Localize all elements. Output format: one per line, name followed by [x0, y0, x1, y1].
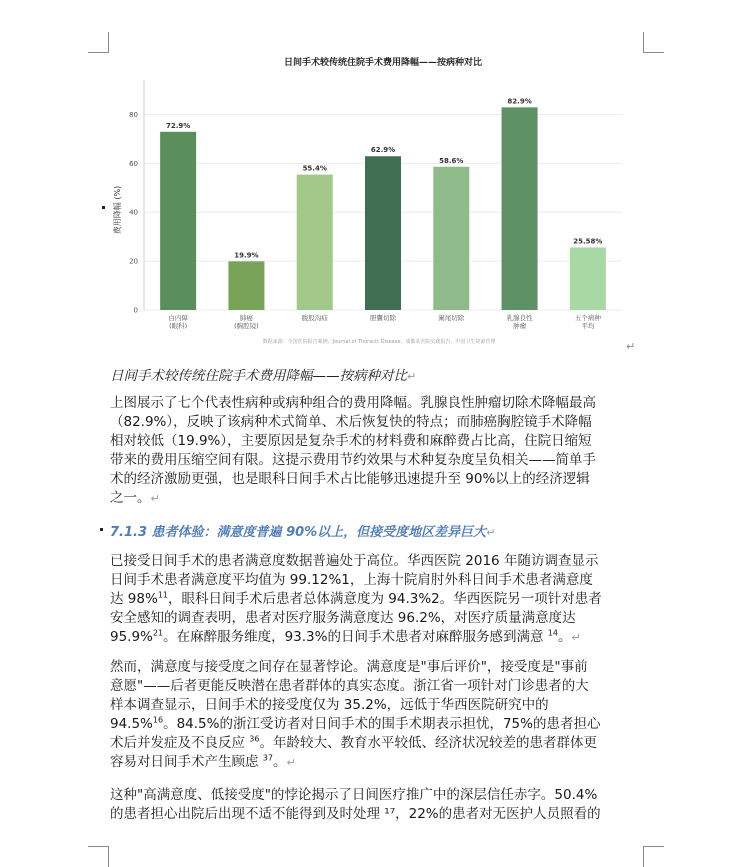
text-line: 的患者担心出院后出现不适不能得到及时处理 ¹⁷，22%的患者对无医护人员照看的: [110, 806, 601, 822]
text-run: ，眼科日间手术后患者总体满意度为 94.3%2。华西医院另一项针对患者: [168, 591, 602, 607]
text-line: 日间手术患者满意度平均值为 99.12%1，上海十院肩肘外科日间手术患者满意度: [110, 572, 593, 588]
heading-bullet: [100, 528, 103, 531]
y-tick-label: 80: [129, 110, 138, 119]
citation: 36: [249, 734, 260, 744]
citation: 11: [157, 590, 168, 600]
chart-source-note: 数据来源：全国医院报告案例、Journal of Thoracic Disease、成都某医院实践报告、中国卫生资源管理: [262, 339, 496, 345]
x-tick-label: 胆囊切除: [370, 314, 396, 322]
cost-reduction-chart[interactable]: [108, 50, 628, 350]
text-line: 样本调查显示，日间手术的接受度仅为 35.2%，远低于华西医院研究中的: [110, 697, 549, 713]
citation: 14: [547, 628, 558, 638]
paragraph-satisfaction: [110, 552, 645, 647]
text-run: 95.9%: [110, 629, 153, 645]
citation: 16: [152, 715, 164, 725]
bar[interactable]: [502, 107, 538, 310]
text-line: 术的经济激励更强，也是眼科日间手术占比能够迅速提升至 90%以上的经济逻辑: [110, 471, 590, 487]
citation: 21: [152, 628, 164, 638]
text-run: 。年龄较大、教育水平较低、经济状况较差的患者群体更: [259, 735, 597, 751]
text-line: 之一。: [110, 490, 151, 506]
bar[interactable]: [570, 247, 606, 310]
text-run: 94.5%: [110, 716, 153, 732]
paragraph-mark: ↵: [150, 492, 160, 505]
text-line: （82.9%），反映了该病种术式简单、术后恢复快的特点；而肺癌胸腔镜手术降幅: [110, 414, 592, 430]
anchor-bullet: [102, 206, 105, 209]
y-tick-label: 60: [129, 159, 138, 168]
text-line: 相对较低（19.9%），主要原因是复杂手术的材料费和麻醉费占比高，住院日缩短: [110, 433, 592, 449]
paragraph-mark: ↵: [571, 631, 581, 644]
x-tick-label: (眼科): [169, 322, 188, 330]
text-run: 。84.5%的浙江受访者对日间手术的围手术期表示担忧，75%的患者担心: [163, 716, 601, 732]
text-line: 意愿"——后者更能反映潜在患者群体的真实态度。浙江省一项针对门诊患者的大: [110, 678, 589, 694]
text-run: 。: [557, 629, 572, 645]
text-run: 达 98%: [110, 591, 158, 607]
bar-value-label: 25.58%: [573, 237, 603, 246]
y-tick-label: 40: [129, 208, 138, 217]
text-run: 。在麻醉服务维度，93.3%的日间手术患者对麻醉服务感到满意: [163, 629, 548, 645]
x-tick-label: 肿瘤: [513, 322, 527, 330]
citation: 37: [262, 753, 273, 763]
x-tick-label: 阑尾切除: [438, 314, 465, 322]
bar[interactable]: [160, 132, 196, 310]
x-tick-label: 腹股沟疝: [301, 314, 328, 322]
bar[interactable]: [228, 261, 264, 310]
paragraph-mark: ↵: [407, 370, 417, 383]
text-line: 这种"高满意度、低接受度"的悖论揭示了日间医疗推广中的深层信任赤字。50.4%: [110, 787, 598, 803]
bar-value-label: 62.9%: [370, 146, 396, 155]
text-run: 术后并发症及不良反应: [110, 735, 250, 751]
bar[interactable]: [297, 175, 333, 310]
paragraph-acceptance: [110, 658, 645, 772]
paragraph-mark: ↵: [486, 526, 496, 539]
x-tick-label: 五个病种: [574, 314, 601, 322]
text-run: 容易对日间手术产生顾虑: [110, 754, 263, 770]
paragraph-mark: ↵: [286, 756, 296, 769]
text-line: 带来的费用压缩空间有限。这提示费用节约效果与术种复杂度呈负相关——简单手: [110, 452, 596, 468]
y-tick-label: 20: [129, 257, 138, 266]
x-tick-label: 白内障: [168, 314, 188, 322]
paragraph-mark: ↵: [626, 340, 636, 353]
heading-text: 7.1.3 患者体验：满意度普遍 90%以上，但接受度地区差异巨大: [110, 525, 487, 540]
crop-mark-top-left: [88, 32, 109, 53]
paragraph-trust-deficit: [110, 786, 645, 824]
bar-value-label: 58.6%: [439, 156, 464, 165]
x-tick-label: 乳腺良性: [506, 314, 533, 322]
bar-value-label: 82.9%: [507, 97, 532, 106]
bar-value-label: 55.4%: [302, 164, 327, 173]
paragraph-cost-analysis: [110, 394, 645, 508]
text-line: 然而，满意度与接受度之间存在显著悖论。满意度是"事后评价"，接受度是"事前: [110, 659, 588, 675]
text-line: 上图展示了七个代表性病种或病种组合的费用降幅。乳腺良性肿瘤切除术降幅最高: [110, 395, 596, 411]
bar-value-label: 72.9%: [165, 121, 191, 130]
crop-mark-top-right: [643, 32, 664, 53]
x-tick-label: 肺癌: [239, 314, 253, 322]
x-tick-label: (胸腔镜): [234, 322, 259, 330]
figure-caption: [110, 364, 416, 384]
x-tick-label: 平均: [581, 322, 595, 330]
caption-text: 日间手术较传统住院手术费用降幅——按病种对比: [110, 368, 407, 384]
y-axis-label: 费用降幅 (%): [113, 185, 122, 235]
bar-value-label: 19.9%: [234, 251, 259, 260]
text-line: 已接受日间手术的患者满意度数据普遍处于高位。华西医院 2016 年随访调查显示: [110, 553, 599, 569]
crop-mark-bottom-right: [643, 846, 664, 867]
y-tick-label: 0: [133, 306, 138, 315]
bar[interactable]: [365, 156, 401, 310]
chart-title: 日间手术较传统住院手术费用降幅——按病种对比: [283, 58, 483, 68]
text-run: 。: [272, 754, 287, 770]
section-heading: [110, 521, 495, 540]
crop-mark-bottom-left: [88, 846, 109, 867]
bar[interactable]: [433, 167, 469, 310]
text-line: 安全感知的调查表明，患者对医疗服务满意度达 96.2%，对医疗质量满意度达: [110, 610, 576, 626]
